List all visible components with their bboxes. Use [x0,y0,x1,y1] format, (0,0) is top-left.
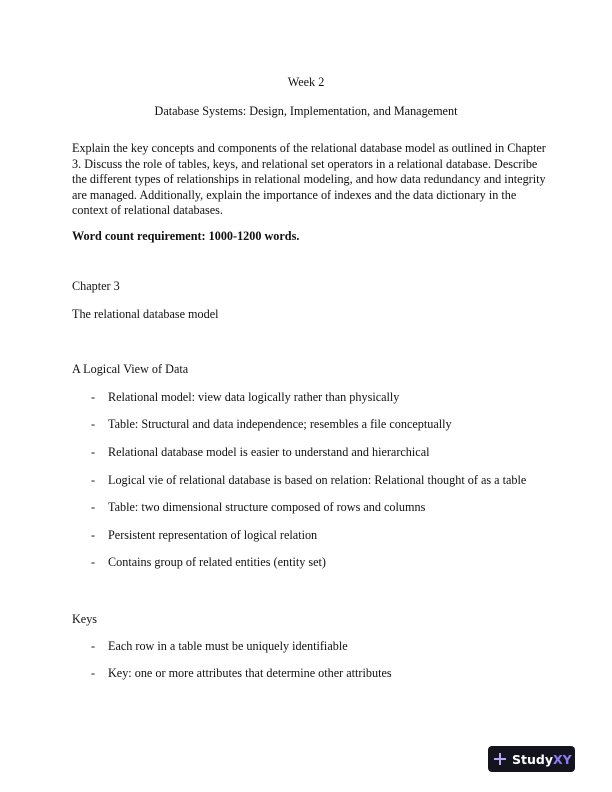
prompt-line: context of relational databases. [72,203,223,218]
bullet-dash: - [91,390,96,404]
chapter-title: The relational database model [72,307,219,321]
list-item-text: Each row in a table must be uniquely identifiable [108,639,348,653]
assignment-prompt [72,141,546,219]
prompt-line: 3. Discuss the role of tables, keys, and relational set operators in a relational database. Describe [72,156,538,171]
bullet-dash: - [91,666,96,680]
list-item-text: Persistent representation of logical relation [108,528,318,542]
studyxy-badge[interactable] [488,746,575,772]
bullet-dash: - [91,528,96,542]
bullet-dash: - [91,473,96,487]
section-heading: A Logical View of Data [72,362,189,376]
bullet-dash: - [91,417,96,431]
list-item-text: Table: Structural and data independence; resembles a file conceptually [108,417,452,431]
list-item-text: Relational model: view data logically rather than physically [108,390,400,404]
word-count-requirement: Word count requirement: 1000-1200 words. [72,229,300,243]
week-label: Week 2 [287,75,325,89]
list-item-text: Contains group of related entities (entity set) [108,555,326,569]
list-item-text: Table: two dimensional structure composed of rows and columns [108,500,426,514]
list-item-text: Relational database model is easier to understand and hierarchical [108,445,430,459]
bullet-dash: - [91,639,96,653]
course-title: Database Systems: Design, Implementation, and Management [154,104,458,118]
prompt-line: are managed. Additionally, explain the importance of indexes and the data dictionary in the [72,187,517,202]
prompt-line: the different types of relationships in relational modeling, and how data redundancy and integrity [72,172,546,187]
prompt-line: Explain the key concepts and components of the relational database model as outlined in Chapter [72,141,546,155]
list-item-text: Key: one or more attributes that determine other attributes [108,666,392,680]
brand-accent: XY [552,751,572,767]
plus-icon [494,753,506,765]
list-item-text: Logical vie of relational database is based on relation: Relational thought of as a table [108,473,527,487]
bullet-dash: - [91,555,96,569]
section-heading: Keys [72,612,98,626]
bullet-dash: - [91,445,96,459]
brand-name [512,752,572,767]
chapter-label: Chapter 3 [72,279,120,293]
bullet-dash: - [91,500,96,514]
brand-main: Study [512,751,553,767]
